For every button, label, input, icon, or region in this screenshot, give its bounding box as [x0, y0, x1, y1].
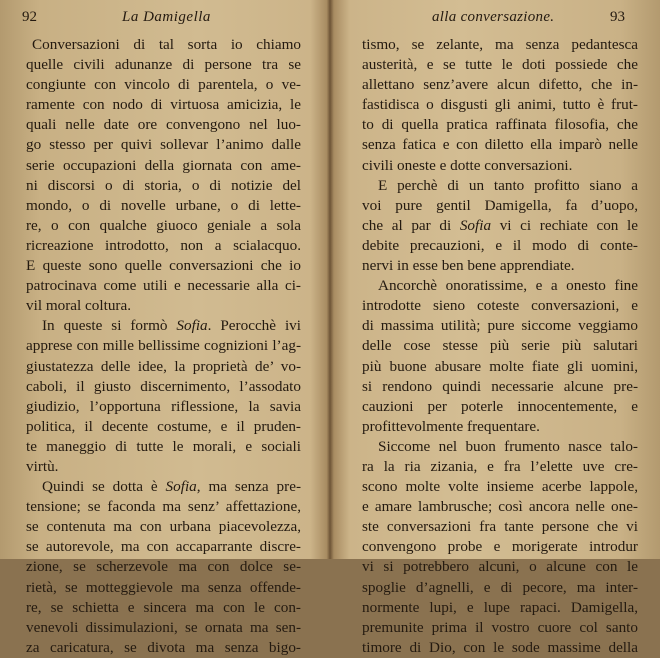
text-line: delle cose stesse più serie più salutari	[362, 337, 638, 355]
text-line: cauzioni per poterle innocentemente, e	[362, 397, 638, 415]
text-line: mondo, o di novelle urbane, o di lette-	[26, 196, 301, 214]
text-line: debite precauzioni, e il modo di conte-	[362, 236, 638, 254]
page-text	[362, 35, 638, 658]
text-line: quelle civili adunanze di persone tra se	[26, 56, 301, 74]
text-line: go stesso per quivi sollevar l’animo dalle	[26, 136, 301, 154]
text-line: se autorevole, ma con accaparrante discre-	[26, 538, 301, 556]
page-number: 93	[610, 9, 625, 25]
text-line: fastidisca o disgusti gli animi, tutto è frut-	[362, 96, 638, 114]
text-line: ramente con nodo di virtuosa amicizia, le	[26, 96, 301, 114]
text-line: voi pure gentil Damigella, fa d’uopo,	[362, 196, 638, 214]
text-line: Conversazioni di tal sorta io chiamo	[32, 36, 301, 53]
text-line: spoglie d’agnelli, e di pecore, ma inter-	[362, 578, 638, 596]
text-line: introdotte sieno coteste conversazioni, e	[362, 297, 638, 315]
text-line: ricreazione introdotto, non a scialacquo.	[26, 236, 301, 254]
text-line: normente lupi, e lupe rapaci. Damigella,	[362, 598, 638, 616]
text-line: e amare lambrusche; così ancora nelle one-	[362, 498, 638, 516]
running-title: alla conversazione.	[432, 9, 555, 25]
text-line: civili oneste e dotte conversazioni.	[362, 156, 573, 174]
page-number: 92	[22, 9, 37, 25]
text-line: ste conversazioni fra tante persone che vi	[362, 518, 638, 536]
text-line: politica, il decente costume, e il pruden-	[26, 417, 301, 435]
text-line: che al par di Sofia vi ci rechiate con le	[362, 216, 638, 234]
text-line: vil moral coltura.	[26, 297, 132, 315]
text-line: austerità, e se tutte le doti possiede che	[362, 56, 638, 74]
text-line: quali nelle date ore convengono nel luo-	[26, 116, 301, 134]
text-line: Ancorchè onoratissime, e a onesto fine	[378, 277, 638, 295]
text-line: apprese con mille bellissime cognizioni l’ag-	[26, 337, 301, 355]
text-line: ra la ria zizania, e fra l’elette uve cre-	[362, 457, 638, 475]
text-line: allettano senz’avere alcun difetto, che in-	[362, 76, 638, 94]
text-line: Quindi se dotta è Sofia, ma senza pre-	[42, 478, 302, 496]
text-line: to di quella pratica raffinata filosofia, che	[362, 116, 638, 134]
text-line: se contenuta ma con urbana piacevolezza,	[26, 518, 301, 536]
text-line: giustatezza delle idee, la proprietà de’ vo-	[26, 357, 301, 375]
text-line: za caricatura, se divota ma senza bigo-	[26, 638, 301, 656]
text-line: serie occupazioni della giornata con ame-	[26, 156, 301, 174]
text-line: patrocinava come utili e necessarie alla ci-	[26, 277, 301, 295]
text-line: ni discorsi o di storia, o di notizie del	[26, 176, 301, 194]
text-line: re, se schietta e sincera ma con le con-	[26, 598, 301, 616]
text-line: giudizio, l’opportuna riflessione, la savia	[26, 397, 301, 415]
text-line: scono molte volte insieme acerbe lappole,	[362, 478, 638, 496]
text-line: senza fatica e con diletto ella imparò nelle	[362, 136, 638, 154]
page-text	[26, 35, 301, 658]
text-line: vi si potrebbero alcuni, o alcune con le	[362, 558, 638, 576]
text-line: virtù.	[26, 457, 59, 475]
text-line: zione, se scherzevole ma con dolce se-	[26, 558, 301, 576]
text-line: E queste sono quelle conversazioni che io	[26, 257, 301, 275]
right-page	[332, 0, 660, 656]
text-line: convengono probe e morigerate introdur	[362, 538, 638, 556]
text-line: In queste si formò Sofia. Perocchè ivi	[42, 317, 301, 335]
text-line: te maneggio di tutte le morali, e sociali	[26, 437, 301, 455]
text-line: profittevolmente frequentare.	[362, 417, 540, 435]
text-line: tismo, se zelante, ma senza pedantesca	[362, 36, 638, 53]
running-title: La Damigella	[122, 9, 211, 25]
text-line: timore di Dio, con le sode massime della	[362, 638, 638, 656]
text-line: premunite prima il vostro cuore col santo	[362, 618, 638, 636]
text-line: E perchè di un tanto profitto siano a	[378, 176, 638, 194]
text-line: venevoli dissimulazioni, se ornata ma sen-	[26, 618, 301, 636]
left-page	[0, 0, 328, 656]
text-line: di massima utilità; pure siccome veggiamo	[362, 317, 638, 335]
text-line: più buone abusare molte fiate gli uomini,	[362, 357, 638, 375]
text-line: caboli, il giusto discernimento, l’assodato	[26, 377, 301, 395]
text-line: rietà, se motteggievole ma senza offende-	[26, 578, 301, 596]
text-line: re, o con qualche giuoco geniale a sola	[26, 216, 301, 234]
text-line: congiunte con vincolo di parentela, o ve-	[26, 76, 301, 94]
text-line: tensione; se faconda ma senz’ affettazione,	[26, 498, 301, 516]
text-line: Siccome nel buon frumento nasce talo-	[378, 437, 638, 455]
text-line: si rendono quindi necessarie alcune pre-	[362, 377, 638, 395]
text-line: nervi in esse ben bene apprendiate.	[362, 257, 575, 275]
